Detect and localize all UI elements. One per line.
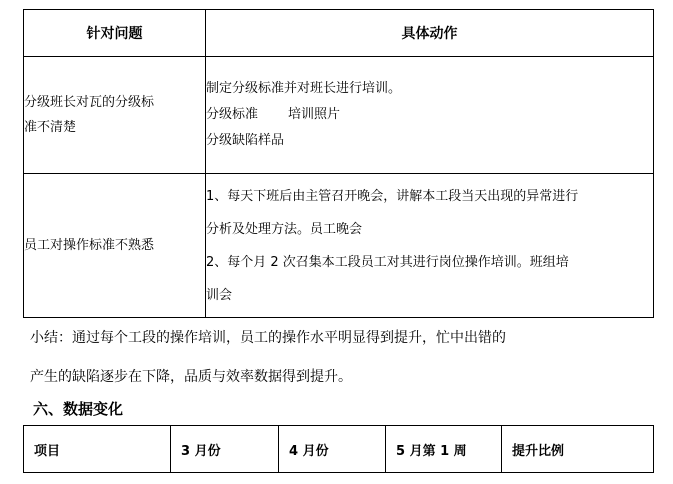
standard-label: 分级标准 [206,107,259,122]
action-cell [206,174,654,318]
action-line: 训会 [206,287,233,303]
data-change-table [23,425,654,473]
table-row [24,57,654,174]
summary-line-2: 产生的缺陷逐步在下降，品质与效率数据得到提升。 [30,369,352,385]
problem-cell [24,57,206,174]
header-april: 4 月份 [279,426,386,473]
header-action: 具体动作 [206,10,654,57]
problem-line: 分级班长对瓦的分级标 [24,95,155,110]
problem-cell [24,174,206,318]
action-cell [206,57,654,174]
header-march: 3 月份 [171,426,279,473]
problem-line: 员工对操作标准不熟悉 [24,238,155,253]
action-line: 分级缺陷样品 [206,133,285,148]
problem-line: 准不清楚 [24,120,77,135]
measures-table-header-row [24,10,654,57]
action-line: 制定分级标准并对班长进行培训。 [206,81,402,96]
training-photo-label: 培训照片 [288,107,341,122]
header-improvement-ratio: 提升比例 [502,426,654,473]
header-item: 项目 [24,426,171,473]
action-line: 1、每天下班后由主管召开晚会，讲解本工段当天出现的异常进行 [206,188,579,204]
summary-line-1: 小结：通过每个工段的操作培训，员工的操作水平明显得到提升，忙中出错的 [30,330,506,346]
table-row [24,426,654,473]
table-row [24,174,654,318]
action-line: 2、每个月 2 次召集本工段员工对其进行岗位操作培训。班组培 [206,254,569,270]
measures-table [23,9,654,318]
header-may-week1: 5 月第 1 周 [386,426,502,473]
header-problem: 针对问题 [24,10,206,57]
action-line: 分析及处理方法。员工晚会 [206,221,363,237]
action-line-row [206,102,653,128]
section-title: 六、数据变化 [33,400,124,418]
